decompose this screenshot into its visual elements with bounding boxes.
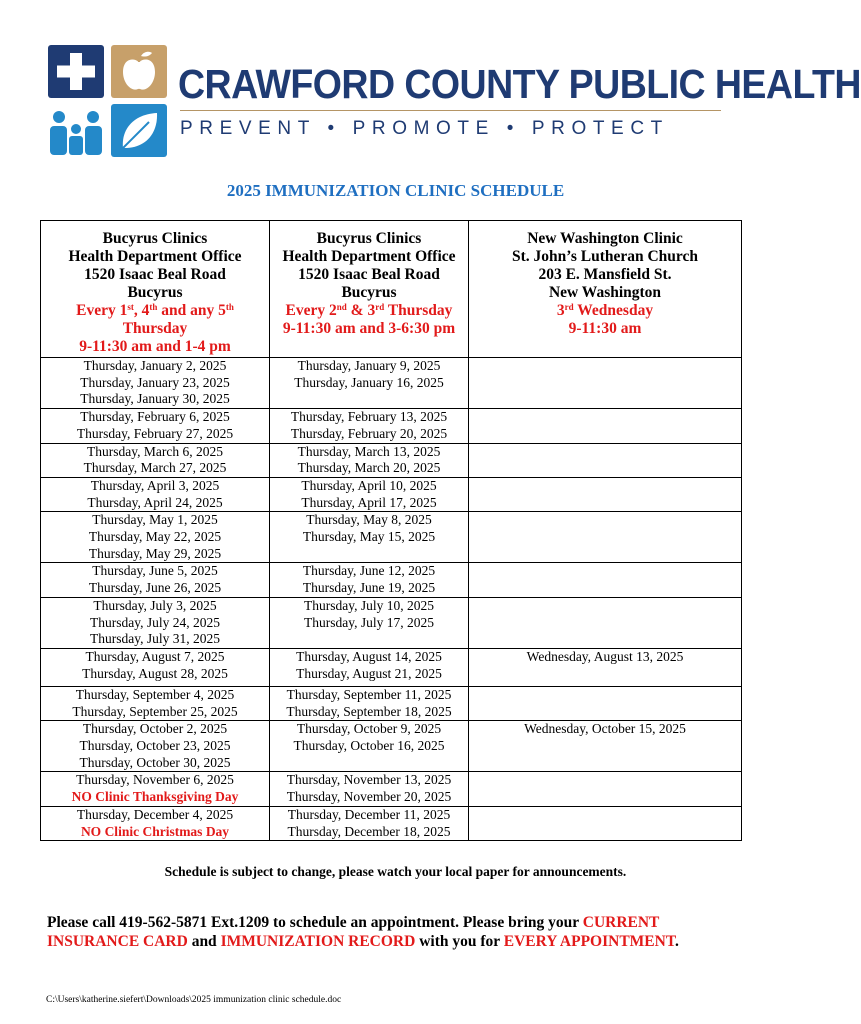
clinic-date: Thursday, July 10, 2025 — [304, 597, 434, 613]
clinic-date: Thursday, September 18, 2025 — [286, 703, 452, 719]
schedule-cell — [469, 597, 742, 648]
schedule-part: Wednesday — [573, 302, 654, 319]
schedule-cell — [41, 443, 270, 477]
schedule-sup: nd — [336, 302, 347, 312]
table-row — [41, 477, 742, 511]
schedule-cell — [270, 806, 469, 840]
clinic-date: Thursday, June 19, 2025 — [302, 580, 436, 596]
clinic-city: Bucyrus — [341, 284, 397, 301]
table-row — [41, 409, 742, 443]
schedule-sup: th — [225, 302, 234, 312]
clinic-date: Thursday, January 2, 2025 — [83, 358, 227, 373]
schedule-part: & 3 — [346, 302, 376, 319]
clinic-date: Thursday, March 13, 2025 — [297, 443, 441, 459]
schedule-cell — [41, 721, 270, 772]
clinic-date: Thursday, May 22, 2025 — [88, 529, 222, 545]
clinic-location: St. John’s Lutheran Church — [511, 248, 699, 265]
clinic-date: Thursday, October 16, 2025 — [293, 738, 445, 754]
clinic-schedule-table — [40, 220, 742, 841]
schedule-cell — [41, 358, 270, 409]
clinic-date: Thursday, September 4, 2025 — [75, 686, 235, 702]
clinic-date: Thursday, July 24, 2025 — [90, 614, 220, 630]
schedule-cell — [469, 443, 742, 477]
schedule-cell — [270, 443, 469, 477]
page-title: 2025 IMMUNIZATION CLINIC SCHEDULE — [226, 181, 565, 200]
no-clinic-note: NO Clinic Christmas Day — [80, 823, 230, 839]
clinic-date: Thursday, August 28, 2025 — [82, 665, 228, 681]
clinic-date: Thursday, December 4, 2025 — [76, 806, 234, 822]
schedule-cell — [270, 721, 469, 772]
schedule-cell — [270, 772, 469, 806]
table-row — [41, 443, 742, 477]
instruction-highlight: CURRENT INSURANCE CARD — [47, 914, 660, 950]
clinic-schedule — [41, 302, 269, 320]
clinic-date: Thursday, August 7, 2025 — [85, 648, 225, 664]
schedule-part: Thursday — [384, 302, 453, 319]
table-row — [41, 686, 742, 720]
clinic-date: Thursday, July 31, 2025 — [90, 631, 220, 647]
leaf-icon — [111, 104, 167, 157]
clinic-date: Wednesday, August 13, 2025 — [526, 648, 684, 664]
instruction-text: . — [675, 932, 679, 950]
schedule-cell — [270, 512, 469, 563]
table-row — [41, 512, 742, 563]
clinic-date: Thursday, February 27, 2025 — [76, 425, 234, 441]
table-row — [41, 563, 742, 597]
schedule-part: Every 1 — [76, 302, 128, 319]
clinic-date: Thursday, August 14, 2025 — [296, 648, 442, 664]
medical-cross-icon — [48, 45, 104, 98]
clinic-date: Thursday, November 13, 2025 — [286, 772, 452, 788]
clinic-date: Thursday, January 16, 2025 — [294, 374, 444, 390]
clinic-date: Thursday, March 27, 2025 — [83, 460, 227, 476]
clinic-name: Bucyrus Clinics — [102, 230, 208, 247]
clinic-date: Thursday, February 13, 2025 — [290, 409, 448, 425]
clinic-address: 1520 Isaac Beal Road — [84, 266, 226, 283]
schedule-cell — [41, 806, 270, 840]
schedule-cell — [41, 772, 270, 806]
clinic-city: Bucyrus — [127, 284, 183, 301]
schedule-cell — [270, 648, 469, 686]
clinic-date: Thursday, August 21, 2025 — [296, 665, 442, 681]
clinic-date: Thursday, May 8, 2025 — [306, 512, 432, 528]
schedule-cell — [41, 563, 270, 597]
clinic-hours: 9-11:30 am and 1-4 pm — [79, 338, 231, 355]
clinic-name: New Washington Clinic — [527, 230, 683, 247]
column-header-bucyrus-1 — [41, 221, 270, 358]
table-row — [41, 772, 742, 806]
clinic-date: Thursday, April 24, 2025 — [87, 494, 223, 510]
clinic-date: Thursday, May 1, 2025 — [92, 512, 218, 528]
organization-name: CRAWFORD COUNTY PUBLIC HEALTH — [178, 61, 861, 107]
no-clinic-note: NO Clinic Thanksgiving Day — [71, 789, 239, 805]
clinic-address: 203 E. Mansfield St. — [538, 266, 672, 283]
clinic-date: Thursday, January 30, 2025 — [80, 391, 230, 407]
table-row — [41, 358, 742, 409]
column-header-bucyrus-2 — [270, 221, 469, 358]
apple-icon — [111, 45, 167, 98]
clinic-location: Health Department Office — [68, 248, 242, 265]
schedule-cell — [469, 806, 742, 840]
instruction-highlight: IMMUNIZATION RECORD — [220, 932, 416, 950]
instruction-text: with you for — [415, 932, 504, 950]
clinic-date: Thursday, April 10, 2025 — [301, 477, 437, 493]
clinic-date: Thursday, November 20, 2025 — [286, 789, 452, 805]
schedule-sup: th — [149, 302, 158, 312]
schedule-cell — [469, 409, 742, 443]
clinic-date: Wednesday, October 15, 2025 — [524, 721, 686, 737]
schedule-cell — [270, 477, 469, 511]
schedule-cell — [469, 772, 742, 806]
schedule-part: and any 5 — [157, 302, 226, 319]
clinic-date: Thursday, November 6, 2025 — [76, 772, 234, 788]
clinic-date: Thursday, October 9, 2025 — [296, 721, 442, 737]
table-row — [41, 806, 742, 840]
header-divider — [180, 110, 721, 111]
schedule-cell — [469, 358, 742, 409]
family-icon — [48, 104, 104, 157]
clinic-address: 1520 Isaac Beal Road — [298, 266, 440, 283]
schedule-cell — [41, 686, 270, 720]
schedule-cell — [270, 358, 469, 409]
clinic-date: Thursday, October 30, 2025 — [79, 754, 231, 770]
table-row — [41, 597, 742, 648]
schedule-cell — [270, 597, 469, 648]
clinic-date: Thursday, May 15, 2025 — [302, 529, 436, 545]
schedule-cell — [469, 563, 742, 597]
clinic-date: Thursday, October 23, 2025 — [79, 738, 231, 754]
clinic-schedule — [270, 302, 468, 320]
clinic-date: Thursday, February 6, 2025 — [80, 409, 230, 425]
instruction-text: Please call 419-562-5871 Ext.1209 to schedule an appointment. Please bring your — [47, 914, 583, 931]
schedule-cell — [469, 686, 742, 720]
schedule-cell — [270, 563, 469, 597]
clinic-date: Thursday, June 12, 2025 — [302, 563, 436, 579]
schedule-cell — [41, 648, 270, 686]
schedule-cell — [469, 512, 742, 563]
table-row — [41, 648, 742, 686]
schedule-cell — [270, 409, 469, 443]
clinic-hours: 9-11:30 am and 3-6:30 pm — [282, 320, 456, 337]
schedule-cell — [41, 512, 270, 563]
clinic-date: Thursday, March 6, 2025 — [87, 443, 223, 459]
clinic-date: Thursday, September 11, 2025 — [286, 686, 452, 702]
schedule-cell — [41, 597, 270, 648]
clinic-date: Thursday, January 9, 2025 — [297, 358, 441, 373]
clinic-schedule — [469, 302, 741, 320]
table-header-row — [41, 221, 742, 358]
clinic-date: Thursday, December 18, 2025 — [287, 823, 451, 839]
clinic-location: Health Department Office — [282, 248, 456, 265]
schedule-cell — [41, 477, 270, 511]
clinic-date: Thursday, April 3, 2025 — [90, 477, 220, 493]
clinic-date: Thursday, March 20, 2025 — [297, 460, 441, 476]
clinic-schedule-day: Thursday — [122, 320, 188, 337]
clinic-date: Thursday, July 17, 2025 — [304, 614, 434, 630]
clinic-date: Thursday, February 20, 2025 — [290, 425, 448, 441]
schedule-disclaimer: Schedule is subject to change, please watch your local paper for announcements. — [164, 864, 627, 879]
schedule-part: 3 — [556, 302, 565, 319]
schedule-sup: st — [127, 302, 134, 312]
organization-tagline: PREVENT • PROMOTE • PROTECT — [180, 118, 669, 139]
clinic-date: Thursday, December 11, 2025 — [287, 806, 451, 822]
schedule-part: , 4 — [133, 302, 150, 319]
clinic-date: Thursday, September 25, 2025 — [72, 703, 238, 719]
clinic-date: Thursday, July 3, 2025 — [93, 597, 217, 613]
schedule-sup: rd — [375, 302, 385, 312]
schedule-sup: rd — [564, 302, 574, 312]
clinic-city: New Washington — [548, 284, 662, 301]
schedule-cell — [270, 686, 469, 720]
clinic-hours: 9-11:30 am — [568, 320, 642, 337]
table-row — [41, 721, 742, 772]
clinic-date: Thursday, April 17, 2025 — [301, 494, 437, 510]
instruction-highlight: EVERY APPOINTMENT — [503, 932, 676, 950]
clinic-date: Thursday, June 26, 2025 — [88, 580, 222, 596]
schedule-cell — [41, 409, 270, 443]
schedule-part: Every 2 — [285, 302, 337, 319]
clinic-date: Thursday, June 5, 2025 — [92, 563, 218, 579]
clinic-date: Thursday, January 23, 2025 — [80, 374, 230, 390]
appointment-instructions — [47, 914, 747, 951]
clinic-date: Thursday, May 29, 2025 — [88, 545, 222, 561]
schedule-cell — [469, 721, 742, 772]
document-file-path: C:\Users\katherine.siefert\Downloads\2025 immunization clinic schedule.doc — [46, 995, 342, 1005]
instruction-text: and — [187, 932, 221, 950]
clinic-date: Thursday, October 2, 2025 — [82, 721, 228, 737]
schedule-cell — [469, 477, 742, 511]
column-header-new-washington — [469, 221, 742, 358]
org-logo — [48, 45, 168, 157]
clinic-name: Bucyrus Clinics — [316, 230, 422, 247]
schedule-cell — [469, 648, 742, 686]
